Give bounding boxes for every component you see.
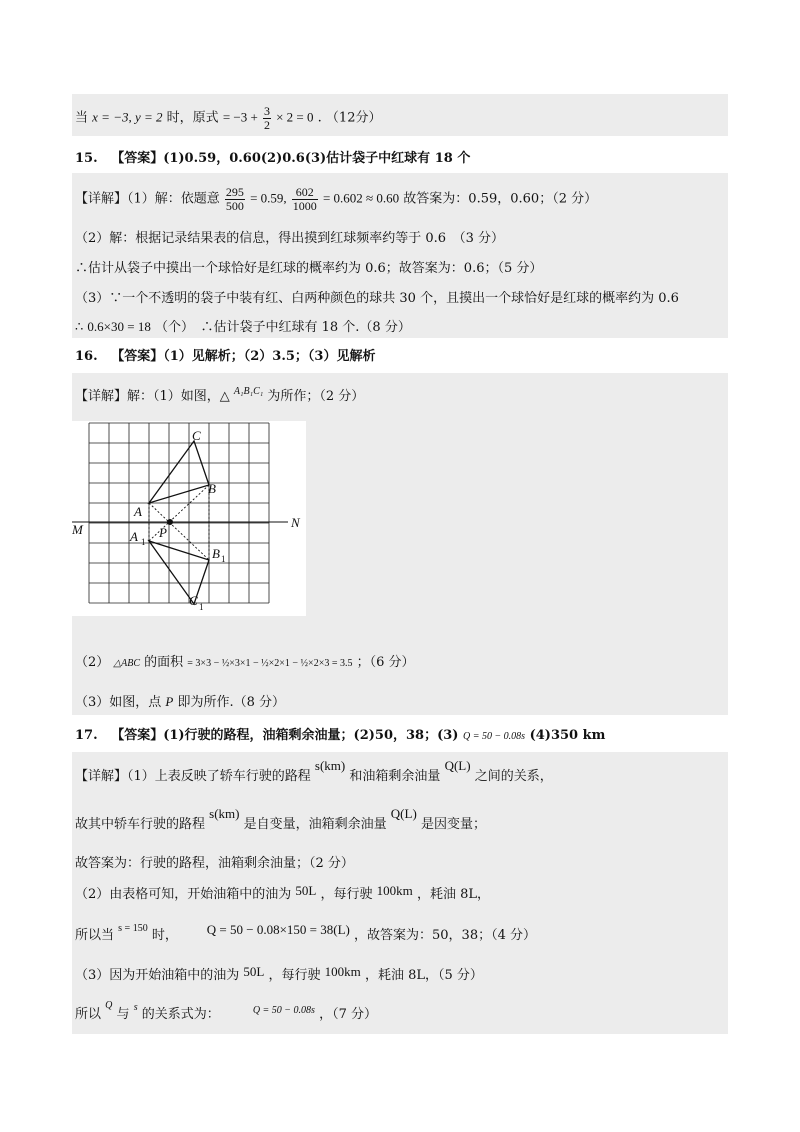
- text: ，耗油 8L，（5 分）: [364, 968, 483, 983]
- text: 故其中轿车行驶的路程: [75, 817, 206, 832]
- text: 是因变量；: [420, 817, 486, 832]
- text: 之间的关系，: [474, 769, 553, 784]
- text: 【详解】解：（1）如图，△: [75, 389, 230, 404]
- math-expr: Q(L): [444, 758, 471, 773]
- fraction-num: 3: [263, 104, 270, 118]
- math-expr: s(km): [209, 806, 240, 821]
- text: （3）因为开始油箱中的油为: [75, 968, 240, 983]
- answer-text: 【答案】(1)行驶的路程，油箱剩余油量；(2)50，38；(3): [111, 728, 459, 743]
- q17-detail-2: [75, 806, 486, 832]
- text: ，故答案为：50，38；（4 分）: [354, 928, 536, 943]
- text: ；（6 分）: [356, 655, 415, 670]
- math-expr: Q = 50 − 0.08×150 = 38(L): [206, 922, 350, 937]
- text: 与: [116, 1007, 130, 1022]
- text: 是自变量，油箱剩余油量: [243, 817, 387, 832]
- label-b: B: [208, 481, 216, 496]
- label-b1-sub: 1: [221, 554, 226, 564]
- text: 的关系式为：: [141, 1007, 220, 1022]
- answer-text: 【答案】（1）见解析；（2）3.5；（3）见解析: [111, 349, 376, 364]
- math-expr: × 2 = 0: [276, 109, 314, 125]
- q16-detail-3: [75, 695, 285, 709]
- text: 和油箱剩余油量: [349, 769, 441, 784]
- q15-detail-2: （2）解：根据记录结果表的信息，得出摸到红球频率约等于 0.6 （3 分）: [75, 231, 504, 246]
- label-a1: A: [130, 529, 138, 544]
- math-triangle: A₁B₁C₁: [233, 386, 264, 397]
- math-var: s: [133, 1002, 138, 1013]
- text: 故答案为：0.59，0.60；（2 分）: [403, 191, 598, 207]
- math-expr: Q(L): [390, 806, 417, 821]
- math-expr: 0.6×30 = 18: [87, 319, 151, 334]
- label-n: N: [291, 515, 300, 530]
- answer-text: 【答案】(1)0.59，0.60(2)0.6(3)估计袋子中红球有 18 个: [111, 151, 471, 166]
- q15-detail-4: （3）∵一个不透明的袋子中装有红、白两种颜色的球共 30 个，且摸出一个球恰好是红球的概率约为 0.6: [75, 291, 679, 306]
- q17-detail-6: [75, 964, 483, 983]
- fraction-num: 602: [292, 186, 318, 200]
- line-condition: [75, 105, 381, 131]
- text: 【详解】（1）上表反映了轿车行驶的路程: [75, 769, 311, 784]
- text: （2）: [75, 655, 110, 670]
- label-p: P: [159, 525, 167, 540]
- question-16-answer: [75, 350, 375, 363]
- fraction-den: 2: [263, 117, 270, 132]
- fraction: [225, 186, 245, 212]
- text: ，每行驶: [268, 968, 321, 983]
- math-expr: = 0.602 ≈ 0.60: [322, 190, 400, 206]
- text: ，耗油 8L，: [416, 887, 490, 902]
- text: ∴: [75, 320, 84, 335]
- text: （2）由表格可知，开始油箱中的油为: [75, 887, 292, 902]
- fraction-den: 500: [225, 198, 244, 213]
- math-expr: s(km): [314, 758, 346, 773]
- label-a: A: [134, 504, 142, 519]
- text: （3）如图，点: [75, 695, 162, 710]
- q15-detail-1: [75, 186, 597, 212]
- math-expr: 50L: [295, 883, 317, 898]
- text: （个） ∴估计袋子中红球有 18 个.（8 分）: [154, 320, 411, 335]
- math-triangle: △ABC: [113, 658, 140, 669]
- point-p: [167, 519, 173, 525]
- question-15-answer: [75, 152, 470, 165]
- math-expr: = 3×3 − ½×3×1 − ½×2×1 − ½×2×3 = 3.5: [187, 658, 353, 669]
- question-number: 16.: [75, 349, 98, 364]
- text: 当: [75, 110, 89, 126]
- math-expr: 100km: [324, 964, 361, 979]
- question-number: 17.: [75, 728, 98, 743]
- math-expr: Q = 50 − 0.08s: [252, 1005, 315, 1016]
- q17-detail-4: [75, 883, 490, 902]
- fraction-num: 295: [225, 185, 244, 199]
- math-expr: 100km: [376, 883, 413, 898]
- text: 时，: [151, 928, 178, 943]
- math-expr: s = 150: [118, 923, 148, 934]
- math-expr: 50L: [243, 964, 265, 979]
- math-expr: = −3 +: [222, 109, 258, 125]
- text: 的面积: [144, 655, 184, 670]
- text: 即为所作.（8 分）: [177, 695, 286, 710]
- text: ，每行驶: [320, 887, 373, 902]
- math-var: Q: [105, 1000, 113, 1011]
- text: 所以: [75, 1007, 102, 1022]
- q16-detail-2: [75, 656, 415, 669]
- text: 时，原式: [166, 110, 219, 126]
- q17-detail-1: [75, 758, 553, 784]
- text: 【详解】（1）解：依题意: [75, 191, 220, 207]
- math-expr: Q = 50 − 0.08s: [462, 731, 526, 742]
- q17-detail-7: [75, 1000, 377, 1022]
- fraction-den: 1000: [292, 198, 317, 213]
- grid-figure: [72, 421, 306, 616]
- q16-detail-1: [75, 386, 365, 404]
- math-point: P: [165, 694, 174, 709]
- text: ，（7 分）: [319, 1007, 377, 1022]
- q15-detail-5: [75, 320, 411, 334]
- score: . （12分）: [317, 110, 382, 126]
- question-17-answer: [75, 729, 605, 742]
- label-c1-sub: 1: [199, 602, 204, 612]
- label-c: C: [192, 428, 201, 443]
- label-c1: C: [189, 593, 198, 608]
- fraction: [263, 105, 271, 131]
- q15-detail-3: ∴估计从袋子中摸出一个球恰好是红球的概率约为 0.6；故答案为：0.6；（5 分）: [75, 261, 543, 276]
- question-number: 15.: [75, 151, 98, 166]
- label-a1-sub: 1: [141, 537, 146, 547]
- label-m: M: [72, 522, 83, 537]
- math-expr: = 0.59,: [250, 190, 287, 206]
- text: 所以当: [75, 928, 115, 943]
- label-b1: B: [212, 546, 220, 561]
- math-condition: x = −3, y = 2: [92, 109, 163, 125]
- q17-detail-5: [75, 922, 536, 943]
- text: 为所作；（2 分）: [267, 389, 365, 404]
- fraction: [292, 186, 318, 212]
- answer-text: (4)350 km: [529, 728, 606, 743]
- q17-detail-3: 故答案为：行驶的路程，油箱剩余油量；（2 分）: [75, 856, 354, 871]
